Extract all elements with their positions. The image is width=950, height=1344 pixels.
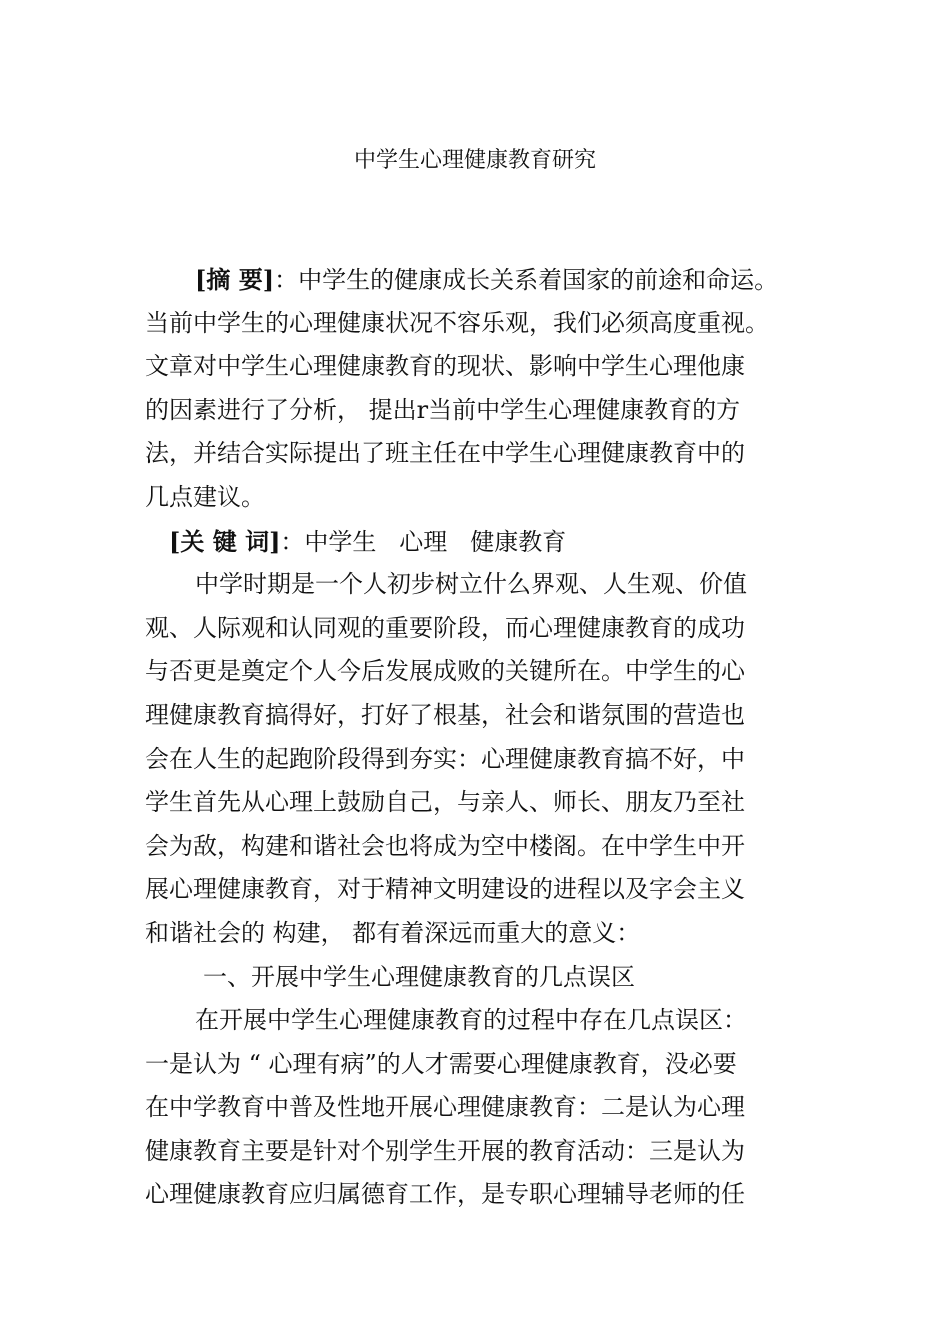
section1-line: 在开展中学生心理健康教育的过程中存在几点误区： bbox=[195, 1006, 747, 1035]
abstract-paragraph bbox=[145, 258, 805, 520]
abstract-line: 当前中学生的心理健康状况不容乐观，我们必须高度重视。 bbox=[145, 308, 769, 337]
section1-line: 心理健康教育应归属德育工作，是专职心理辅导老师的任 bbox=[145, 1180, 745, 1209]
abstract-line: 的因素进行了分析， 提出r当前中学生心理健康教育的方 bbox=[145, 395, 741, 424]
keywords-paragraph bbox=[145, 520, 805, 564]
intro-line: 展心理健康教育，对于精神文明建设的进程以及字会主义 bbox=[145, 875, 745, 904]
keywords-separator: ： bbox=[280, 527, 305, 556]
section1-line: 在中学教育中普及性地开展心理健康教育：二是认为心理 bbox=[145, 1093, 745, 1122]
abstract-line: 中学生的健康成长关系着国家的前途和命运。 bbox=[298, 266, 779, 294]
abstract-label: [摘 要] bbox=[195, 265, 275, 294]
section1-paragraph bbox=[145, 999, 805, 1217]
intro-line: 会为敌，构建和谐社会也将成为空中楼阁。在中学生中开 bbox=[145, 831, 745, 860]
document-body bbox=[145, 258, 805, 1217]
abstract-line: 法，并结合实际提出了班主任在中学生心理健康教育中的 bbox=[145, 439, 745, 468]
document-title: 中学生心理健康教育研究 bbox=[353, 148, 596, 173]
abstract-line: 文章对中学生心理健康教育的现状、影响中学生心理他康 bbox=[145, 352, 745, 381]
abstract-line: 几点建议。 bbox=[145, 482, 265, 511]
section1-line: 健康教育主要是针对个别学生开展的教育活动：三是认为 bbox=[145, 1136, 745, 1165]
intro-paragraph bbox=[145, 563, 805, 955]
intro-line: 理健康教育搞得好，打好了根基，社会和谐氛围的营造也 bbox=[145, 700, 745, 729]
section1-line: 一是认为 “ 心理有病”的人才需要心理健康教育，没必要 bbox=[145, 1049, 737, 1078]
section-heading bbox=[145, 956, 805, 1000]
keywords-label: [关 键 词] bbox=[169, 526, 281, 556]
intro-line: 与否更是奠定个人今后发展成败的关键所在。中学生的心 bbox=[145, 657, 745, 686]
intro-line: 和谐社会的 构建， 都有着深远而重大的意义： bbox=[145, 918, 641, 947]
intro-line: 中学时期是一个人初步树立什么界观、人生观、价值 bbox=[195, 570, 747, 599]
keywords-text: 中学生 心理 健康教育 bbox=[304, 527, 567, 556]
intro-line: 会在人生的起跑阶段得到夯实：心理健康教育搞不好，中 bbox=[145, 744, 745, 773]
intro-line: 学生首先从心理上鼓励自己，与亲人、师长、朋友乃至社 bbox=[145, 788, 745, 817]
abstract-separator: ： bbox=[274, 266, 299, 294]
intro-line: 观、人际观和认同观的重要阶段，而心理健康教育的成功 bbox=[145, 613, 745, 642]
section1-heading: 一、开展中学生心理健康教育的几点误区 bbox=[203, 962, 635, 991]
